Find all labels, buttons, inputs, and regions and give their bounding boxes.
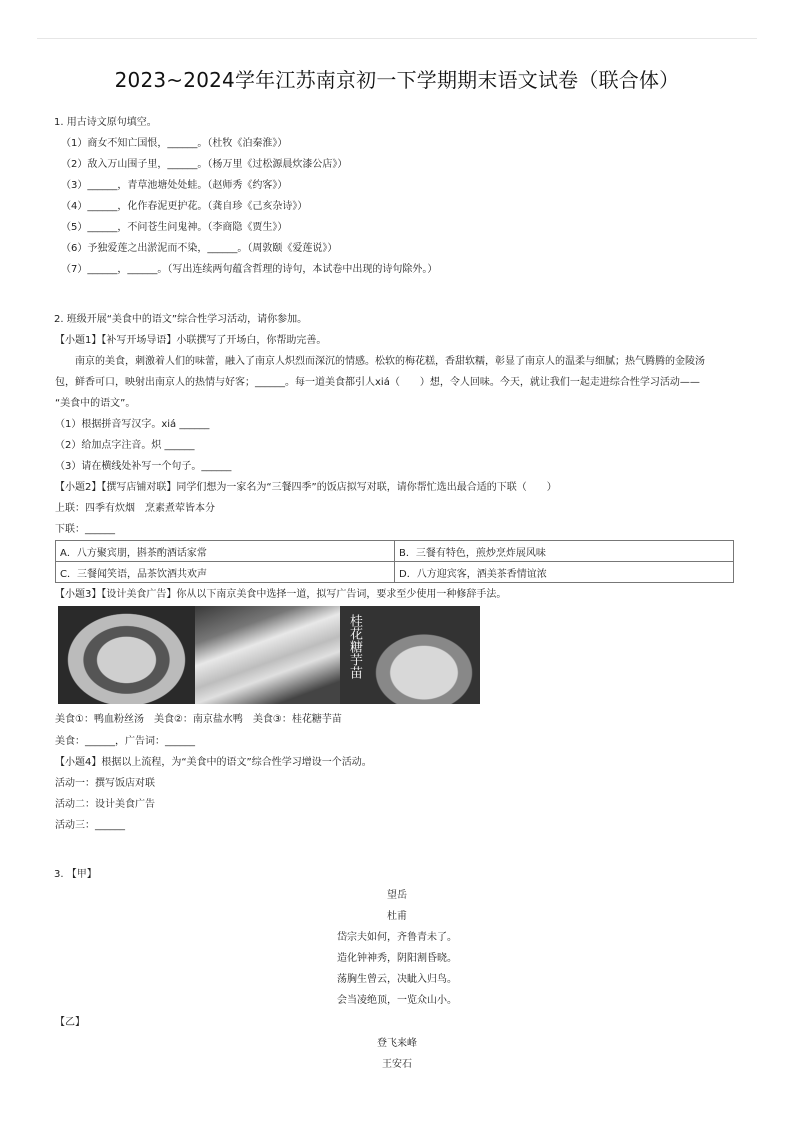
activity-item: 活动三：______: [55, 820, 125, 831]
q1-item: （3）______，青草池塘处处蛙。（赵师秀《约客》）: [61, 180, 288, 191]
top-rule: [37, 38, 757, 39]
couplet-lower: 下联：______: [55, 524, 115, 535]
poem-author: 杜甫: [387, 911, 407, 922]
q2-heading: 2. 班级开展“美食中的语文”综合性学习活动，请你参加。: [54, 314, 308, 325]
food-photos: [58, 606, 480, 704]
activity-item: 活动一：撰写饭店对联: [55, 778, 155, 789]
q2-subquestion-4: 【小题4】根据以上流程，为“美食中的语文”综合性学习增设一个活动。: [55, 757, 372, 768]
section-yi-label: 【乙】: [55, 1017, 85, 1028]
q2-subquestion-1: 【小题1】【补写开场导语】小联撰写了开场白，你帮助完善。: [55, 335, 327, 346]
ad-answer-line: 美食：______，广告词：______: [55, 736, 195, 747]
poem-title: 望岳: [387, 890, 407, 901]
option-a[interactable]: A．八方聚宾朋，斟茶酌酒话家常: [56, 541, 395, 562]
q1-item: （4）______，化作春泥更护花。（龚自珍《己亥杂诗》）: [61, 201, 308, 212]
salted-duck-photo: [195, 606, 340, 704]
duck-blood-noodle-photo: [58, 606, 195, 704]
option-b[interactable]: B．三餐有特色，煎炒烹炸展风味: [395, 541, 734, 562]
poem-line: 会当凌绝顶，一览众山小。: [337, 995, 457, 1006]
q3-heading: 3. 【甲】: [54, 869, 97, 880]
q2-subquestion-2: 【小题2】【撰写店铺对联】同学们想为一家名为“三餐四季”的饭店拟写对联，请你帮忙选出最合适的下联（ ）: [55, 482, 557, 493]
osmanthus-taro-photo: [340, 606, 480, 704]
option-c[interactable]: C．三餐闻笑语，品茶饮酒共欢声: [56, 562, 395, 583]
q2-task: （1）根据拼音写汉字。xiá ______: [55, 419, 210, 430]
q2-task: （3）请在横线处补写一个句子。______: [55, 461, 232, 472]
activity-item: 活动二：设计美食广告: [55, 799, 155, 810]
poem-line: 荡胸生曾云，决眦入归鸟。: [337, 974, 457, 985]
q2-paragraph-line: 南京的美食，刺激着人们的味蕾，融入了南京人炽烈而深沉的情感。松软的梅花糕，香甜软糯，彰显了南京人的温柔与细腻；热气腾腾的金陵汤: [75, 356, 705, 367]
options-table: [55, 540, 734, 583]
q1-item: （2）敌入万山围子里，______。（杨万里《过松源晨炊漆公店》）: [61, 159, 348, 170]
page-title: 2023~2024学年江苏南京初一下学期期末语文试卷（联合体）: [114, 68, 680, 92]
poem-author: 王安石: [382, 1059, 412, 1070]
poem-line: 造化钟神秀，阴阳割昏晓。: [337, 953, 457, 964]
q1-item: （6）予独爱莲之出淤泥而不染，______。（周敦颐《爱莲说》）: [61, 243, 338, 254]
q1-heading: 1. 用古诗文原句填空。: [54, 117, 157, 128]
q2-task: （2）给加点字注音。炽 ______: [55, 440, 195, 451]
food-list: 美食①：鸭血粉丝汤 美食②：南京盐水鸭 美食③：桂花糖芋苗: [55, 714, 342, 725]
q1-item: （7）______，______。（写出连续两句蕴含哲理的诗句，本试卷中出现的诗句除外。）: [61, 264, 438, 275]
q1-item: （5）______，不问苍生问鬼神。（李商隐《贾生》）: [61, 222, 288, 233]
couplet-upper: 上联：四季有炊烟 烹素煮荤皆本分: [55, 503, 215, 514]
option-d[interactable]: D．八方迎宾客，酒美茶香情谊浓: [395, 562, 734, 583]
poem-line: 岱宗夫如何，齐鲁青未了。: [337, 932, 457, 943]
q2-subquestion-3: 【小题3】【设计美食广告】你从以下南京美食中选择一道，拟写广告词，要求至少使用一种修辞手法。: [55, 589, 507, 600]
q1-item: （1）商女不知亡国恨，______。（杜牧《泊秦淮》）: [61, 138, 288, 149]
q2-paragraph-line: 包，鲜香可口，映射出南京人的热情与好客；______。每一道美食都引人xiá（ ）想，令人回味。今天，就让我们一起走进综合性学习活动——: [55, 377, 700, 388]
poem-title: 登飞来峰: [377, 1038, 417, 1049]
photo-caption: 桂花糖芋苗: [347, 614, 362, 679]
q2-paragraph-line: “美食中的语文”。: [55, 398, 136, 409]
